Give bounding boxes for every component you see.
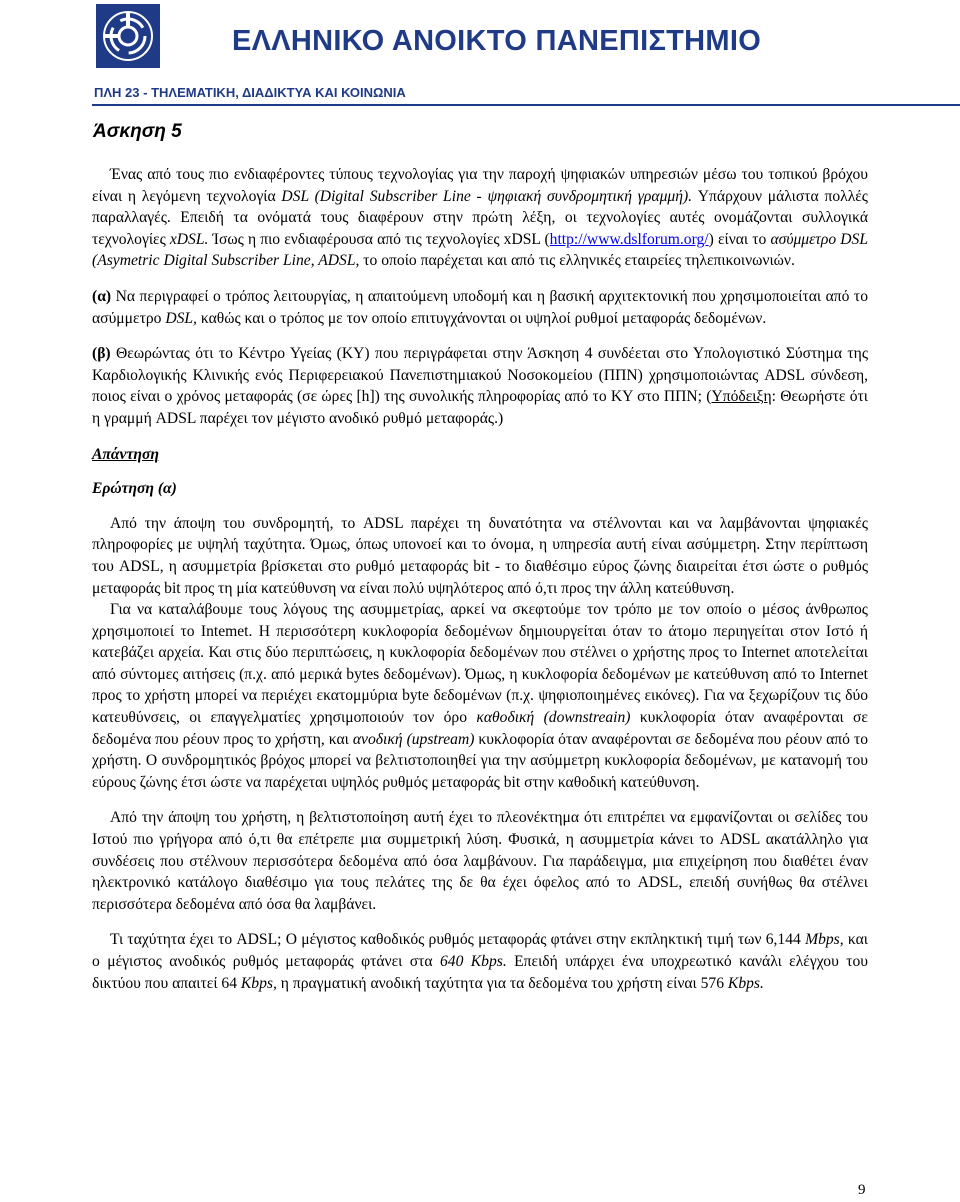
exercise-intro: Ένας από τους πιο ενδιαφέροντες τύπους τεχνολογίας για την παροχή ψηφιακών υπηρεσιών μέσω του τοπικού βρόχου είναι η λεγόμενη τεχνολογία DSL (Digital Subscriber Line - ψηφιακή συνδρομητική γραμμή). Υπάρχουν μάλιστα πολλές παραλλαγές. Επειδή τα ονόματά τους διαφέρουν στην πρώτη λέξη, οι τεχνολογίες αυτές ονομάζονται συλλογικά τεχνολογίες xDSL. Ίσως η πιο ενδιαφέρουσα από τις τεχνολογίες xDSL (http://www.dslforum.org/) είναι το ασύμμετρο DSL (Asymetric Digital Subscriber Line, ADSL, το οποίο παρέχεται και από τις ελληνικές εταιρείες τηλεπικοινωνιών. <box>92 166 868 270</box>
answer-paragraph-2: Για να καταλάβουμε τους λόγους της ασυμμετρίας, αρκεί να σκεφτούμε τον τρόπο με τον οποίο ο μέσος άνθρωπος χρησιμοποιεί το Intemet. Η περισσότερη κυκλοφορία δεδομένων δημιουργείται όταν το άτομο περιηγείται στον Ιστό ή κατεβάζει αρχεία. Και στις δύο περιπτώσεις, η κυκλοφορία δεδομένων που στέλνει ο χρήστης προς το Internet αποτελείται από σύντομες αιτήσεις (π.χ. από μερικά bytes δεδομένων). Όμως, η κυκλοφορία δεδομένων με κατεύθυνση από το Internet προς το χρήστη μπορεί να περιέχει εκατομμύρια byte δεδομένων (π.χ. ψηφιοποιημένες εικόνες). Για να ξεχωρίζουν τις δύο κατευθύνσεις, οι επαγγελματίες χρησιμοποιούν τον όρο καθοδική (downstreain) κυκλοφορία όταν αναφέρονται σε δεδομένα που ρέουν προς το χρήστη, και ανοδική (upstream) κυκλοφορία όταν αναφέρονται σε δεδομένα που ρέουν από το χρήστη. Ο συνδρομητικός βρόχος μπορεί να βελτιστοποιηθεί για την ασύμμετρη κυκλοφορία δεδομένων, με κατανομή του εύρους ζώνης έτσι ώστε να παρέχεται υψηλός ρυθμός μεταφοράς bit στην καθοδική κατεύθυνση. <box>92 601 869 791</box>
university-logo-icon <box>96 4 160 68</box>
dslforum-link[interactable]: http://www.dslforum.org/ <box>549 230 709 248</box>
question-b: (β) Θεωρώντας ότι το Κέντρο Υγείας (ΚΥ) που περιγράφεται στην Άσκηση 4 συνδέεται στο Υπολογιστικό Σύστημα της Καρδιολογικής Κλινικής ενός Περιφερειακού Πανεπιστημιακού Νοσοκομείου (ΠΠΝ) χρησιμοποιώντας ADSL σύνδεση, ποιος είναι ο χρόνος μεταφοράς (σε ώρες [h]) της συνολικής πληροφορίας από το ΚΥ στο ΠΠΝ; (Υπόδειξη: Θεωρήστε ότι η γραμμή ADSL παρέχει τον μέγιστο ανοδικό ρυθμό μεταφοράς.) <box>92 345 868 427</box>
question-a-answer-heading: Ερώτηση (α) <box>92 480 177 498</box>
question-a: (α) Να περιγραφεί ο τρόπος λειτουργίας, η απαιτούμενη υποδομή και η βασική αρχιτεκτονική που χρησιμοποιείται από το ασύμμετρο DSL, καθώς και ο τρόπος με τον οποίο επιτυγχάνονται οι υψηλοί ρυθμοί μεταφοράς δεδομένων. <box>92 287 868 327</box>
course-title: ΠΛΗ 23 - ΤΗΛΕΜΑΤΙΚΗ, ΔΙΑΔΙΚΤΥΑ ΚΑΙ ΚΟΙΝΩΝΙΑ <box>94 85 406 100</box>
header-divider <box>92 104 960 106</box>
exercise-title: Άσκηση 5 <box>93 121 182 142</box>
answer-paragraph-1: Από την άποψη του συνδρομητή, το ADSL παρέχει τη δυνατότητα να στέλνονται και να λαμβάνονται ψηφιακές πληροφορίες με υψηλή ταχύτητα. Όμως, όπως υπονοεί και το όνομα, η υπηρεσία αυτή είναι ασύμμετρη. Στην περίπτωση του ADSL, η ασυμμετρία βρίσκεται στο ρυθμό μεταφοράς bit - το διαθέσιμο εύρος ζώνης διαιρείται έτσι ώστε ο ρυθμός μεταφοράς bit προς τη μία κατεύθυνση να είναι πολύ υψηλότερος από ό,τι προς την άλλη κατεύθυνση. <box>92 514 868 597</box>
document-body <box>92 119 868 994</box>
question-a-label: (α) <box>92 287 112 305</box>
hint-label: Υπόδειξη <box>711 388 772 406</box>
answer-paragraph-4: Τι ταχύτητα έχει το ADSL; Ο μέγιστος καθοδικός ρυθμός μεταφοράς φτάνει στην εκπληκτική τιμή των 6,144 Mbps, και ο μέγιστος ανοδικός ρυθμός μεταφοράς φτάνει στα 640 Kbps. Επειδή υπάρχει ένα υποχρεωτικό κανάλι ελέγχου του δικτύου που απαιτεί 64 Kbps, η πραγματική ανοδική ταχύτητα για τα δεδομένα του χρήστη είναι 576 Kbps. <box>92 931 868 992</box>
university-title: ΕΛΛΗΝΙΚΟ ΑΝΟΙΚΤΟ ΠΑΝΕΠΙΣΤΗΜΙΟ <box>232 25 762 57</box>
answer-heading: Απάντηση <box>92 445 159 463</box>
question-b-label: (β) <box>92 345 111 363</box>
page-number: 9 <box>858 1182 866 1198</box>
answer-paragraph-3: Από την άποψη του χρήστη, η βελτιστοποίηση αυτή έχει το πλεονέκτημα ότι επιτρέπει να εμφανίζονται οι σελίδες του Ιστού πιο γρήγορα από ό,τι θα επέτρεπε μια συμμετρική λύση. Φυσικά, η ασυμμετρία κάνει το ADSL ακατάλληλο για συνδέσεις που στέλνουν περισσότερα δεδομένα από όσα λαμβάνουν. Για παράδειγμα, μια επιχείρηση που διαθέτει έναν ηλεκτρονικό κατάλογο διαθέσιμο για τους πελάτες της δε θα έχει όφελος από το ADSL, επειδή συνήθως θα στέλνει περισσότερα δεδομένα από όσα θα λαμβάνει. <box>92 809 868 913</box>
